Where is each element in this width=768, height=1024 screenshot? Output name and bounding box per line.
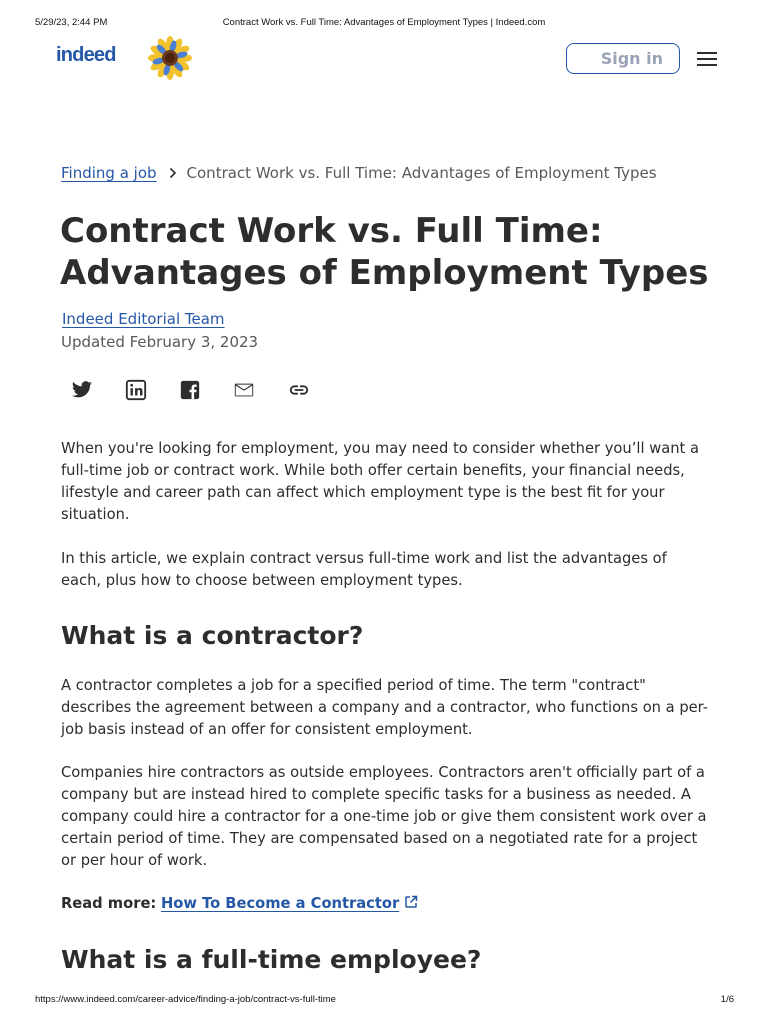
email-icon[interactable]: [233, 379, 255, 401]
print-header: [0, 17, 768, 31]
print-page-number: 1/6: [720, 994, 734, 1005]
intro-paragraph-1: When you're looking for employment, you may need to consider whether you’ll want a full-time job or contract work. While both offer certain benefits, your financial needs, lifestyle and career path can affect which employment type is the best fit for your situation.: [61, 440, 699, 523]
link-icon[interactable]: [288, 379, 310, 401]
read-more: [61, 893, 418, 915]
breadcrumb-current: Contract Work vs. Full Time: Advantages of Employment Types: [186, 164, 657, 182]
print-footer: [0, 994, 768, 1008]
sign-in-button[interactable]: Sign in: [566, 43, 680, 74]
article-title: Contract Work vs. Full Time: Advantages of Employment Types: [60, 211, 709, 293]
sunflower-icon: [146, 36, 194, 80]
chevron-right-icon: [167, 167, 179, 179]
contractor-paragraph-2: Companies hire contractors as outside employees. Contractors aren't officially part of a company but are instead hired to complete specific tasks for a business as needed. A company could hire a contractor for a one-time job or give them consistent work over a certain period of time. They are compensated based on a negotiated rate for a project or per hour of work.: [61, 764, 707, 869]
print-title: Contract Work vs. Full Time: Advantages of Employment Types | Indeed.com: [222, 17, 546, 28]
hamburger-menu-icon[interactable]: [697, 51, 717, 67]
indeed-logo[interactable]: indeed: [56, 44, 116, 66]
read-more-label: Read more:: [61, 895, 157, 912]
linkedin-icon[interactable]: [125, 379, 147, 401]
read-more-link-text: How To Become a Contractor: [160, 895, 400, 912]
external-link-icon: [404, 895, 418, 909]
heading-what-is-a-full-time-employee: What is a full-time employee?: [61, 945, 482, 974]
breadcrumb: [61, 164, 657, 182]
print-url: https://www.indeed.com/career-advice/finding-a-job/contract-vs-full-time: [35, 994, 336, 1005]
author-link[interactable]: Indeed Editorial Team: [62, 310, 225, 328]
read-more-link[interactable]: [161, 895, 418, 912]
contractor-paragraph-1: A contractor completes a job for a specified period of time. The term "contract" describes the agreement between a company and a contractor, who functions on a per-job basis instead of an offer for consistent employment.: [61, 677, 709, 738]
heading-what-is-a-contractor: What is a contractor?: [61, 621, 364, 650]
intro-paragraph-2: In this article, we explain contract versus full-time work and list the advantages of each, plus how to choose between employment types.: [61, 550, 667, 589]
breadcrumb-link-finding-a-job[interactable]: Finding a job: [61, 164, 157, 182]
updated-date: Updated February 3, 2023: [61, 333, 259, 351]
print-date: 5/29/23, 2:44 PM: [35, 17, 108, 28]
twitter-icon[interactable]: [71, 379, 93, 401]
facebook-icon[interactable]: [179, 379, 201, 401]
